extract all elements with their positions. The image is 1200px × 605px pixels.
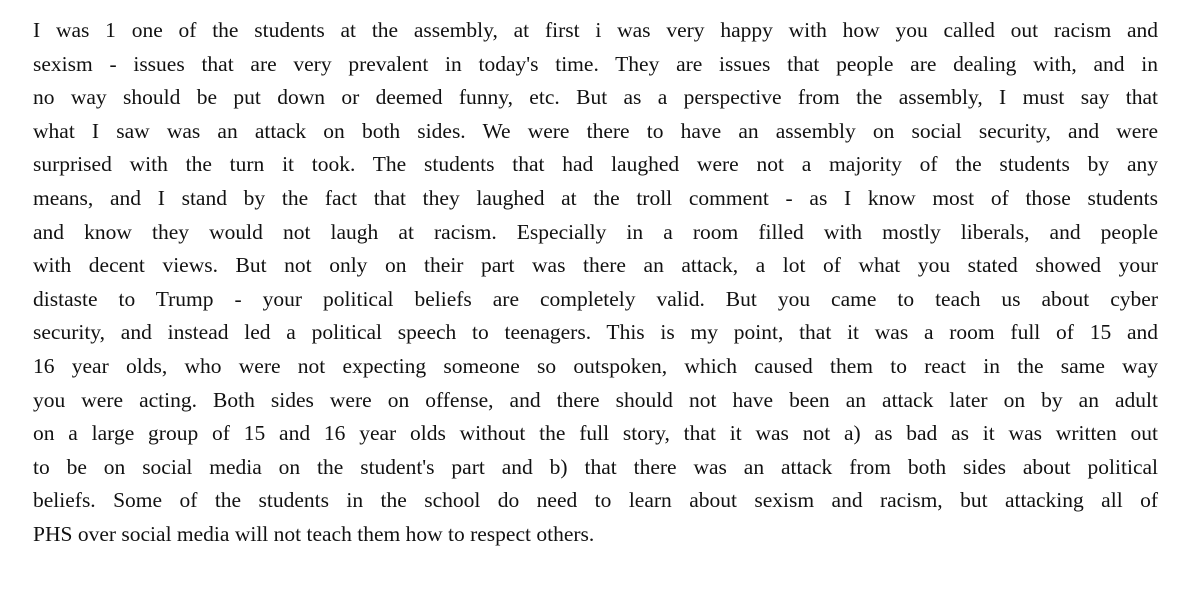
text-line: surprised with the turn it took. The students that had laughed were not a majority of the students by any (33, 152, 1158, 177)
text-line: you were acting. Both sides were on offense, and there should not have been an attack later on by an adult (33, 387, 1158, 412)
text-line: on a large group of 15 and 16 year olds without the full story, that it was not a) as bad as it was written out (33, 421, 1158, 446)
text-line: what I saw was an attack on both sides. We were there to have an assembly on social security, and were (33, 118, 1158, 143)
text-line: I was 1 one of the students at the assembly, at first i was very happy with how you called out racism and (33, 18, 1158, 42)
letter-text (33, 14, 1158, 552)
text-line: distaste to Trump - your political beliefs are completely valid. But you came to teach us about cyber (33, 286, 1158, 311)
text-line: 16 year olds, who were not expecting someone so outspoken, which caused them to react in the same way (33, 353, 1158, 378)
text-line: no way should be put down or deemed funny, etc. But as a perspective from the assembly, I must say that (33, 85, 1158, 110)
text-line: sexism - issues that are very prevalent in today's time. They are issues that people are dealing with, and in (33, 51, 1158, 76)
text-line: with decent views. But not only on their part was there an attack, a lot of what you stated showed your (33, 253, 1158, 278)
text-line: and know they would not laugh at racism. Especially in a room filled with mostly liberals, and people (33, 219, 1158, 244)
text-line: to be on social media on the student's part and b) that there was an attack from both sides about political (33, 454, 1158, 479)
text-line: beliefs. Some of the students in the school do need to learn about sexism and racism, but attacking all of (33, 488, 1158, 513)
text-line: means, and I stand by the fact that they laughed at the troll comment - as I know most of those students (33, 185, 1158, 210)
text-line-last: PHS over social media will not teach them how to respect others. (33, 521, 595, 546)
text-line: security, and instead led a political speech to teenagers. This is my point, that it was a room full of 15 and (33, 320, 1158, 345)
